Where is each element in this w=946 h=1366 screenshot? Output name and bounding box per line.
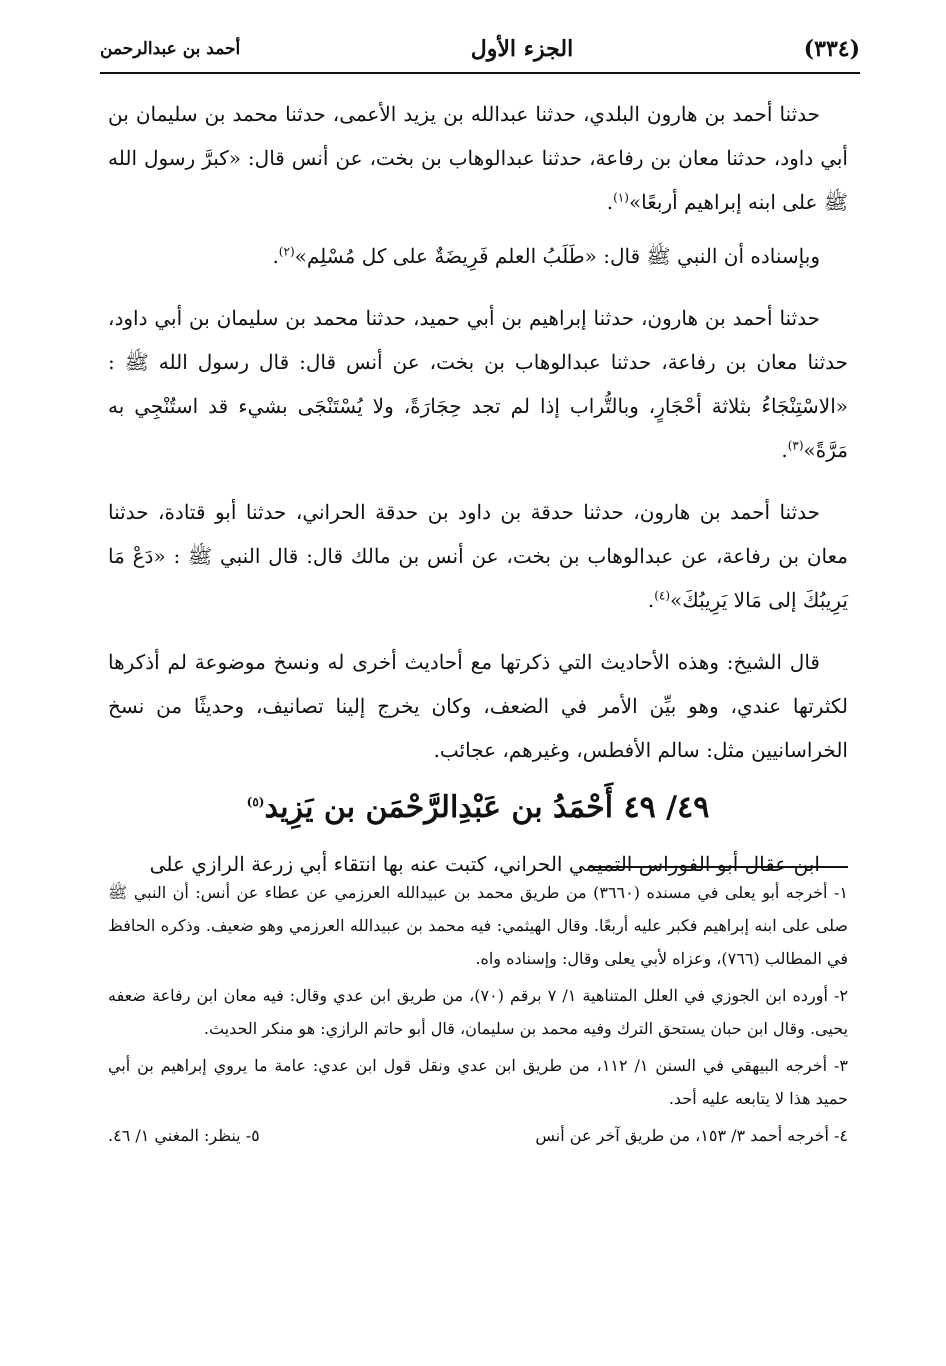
footnote-4: ٤- أخرجه أحمد ٣/ ١٥٣، من طريق آخر عن أنس (535, 1126, 848, 1145)
footnote-ref: (٢) (278, 244, 295, 259)
footnote-3: ٣- أخرجه البيهقي في السنن ١/ ١١٢، من طريق ابن عدي ونقل قول ابن عدي: عامة ما يروي إبراهيم بن أبي حميد هذا لا يتابعه عليه أحد. (108, 1056, 848, 1108)
entry-title: ٤٩/ ٤٩ أَحْمَدُ بن عَبْدِالرَّحْمَن بن يَزِيد$^{(٥)}$ (246, 790, 710, 825)
page-number: (٣٣٤) (803, 36, 860, 62)
footnote-5: ٥- ينظر: المغني ١/ ٤٦. (108, 1126, 260, 1145)
footnote-ref: (٥) (246, 795, 265, 809)
paragraph: حدثنا أحمد بن هارون البلدي، حدثنا عبدالله بن يزيد الأعمى، حدثنا محمد بن سليمان بن أبي داود، حدثنا معان بن رفاعة، حدثنا عبدالوهاب بن بخت، عن أنس قال: «كبرَّ رسول الله ﷺ على ابنه إبراهيم أربعًا»$^{(١)}$. (108, 102, 848, 214)
main-text (108, 92, 848, 904)
footnote-row (108, 1119, 848, 1152)
paragraph: وبإسناده أن النبي ﷺ قال: «طَلَبُ العلم فَرِيضَةٌ على كل مُسْلِم»$^{(٢)}$. (272, 244, 820, 268)
footnote-ref: (٤) (654, 588, 671, 603)
paragraph: حدثنا أحمد بن هارون، حدثنا إبراهيم بن أبي حميد، حدثنا محمد بن سليمان بن أبي داود، حدثنا معان بن رفاعة، حدثنا عبدالوهاب بن بخت، عن أنس قال: قال رسول الله ﷺ : «الاسْتِنْجَاءُ بثلاثة أحْجَارٍ، وبالتُّراب إذا لم تجد حِجَارَةً، ولا يُسْتَنْجَى بشيء قد استُنْجِي به مَرَّةً»$^{(٣)}$. (108, 306, 848, 462)
header-rule (100, 72, 860, 74)
footnote-ref: (٣) (787, 438, 804, 453)
volume-title: الجزء الأول (470, 36, 574, 62)
paragraph: قال الشيخ: وهذه الأحاديث التي ذكرتها مع أحاديث أخرى له ونسخ موضوعة لم أذكرها لكثرتها عندي، وهو بيِّن الأمر في الضعف، وكان يخرج إلينا تصانيف، وحديثًا من نسخ الخراسانيين مثل: سالم الأفطس، وغيرهم، عجائب. (108, 650, 848, 762)
paragraph: ابن عقال أبو الفوراس التميمي الحراني، كتبت عنه بها انتقاء أبي زرعة الرازي على (149, 852, 820, 876)
footnote-1: ١- أخرجه أبو يعلى في مسنده (٣٦٦٠) من طريق محمد بن عبيدالله العرزمي عن عطاء عن أنس: أن النبي ﷺ صلى على ابنه إبراهيم فكبر عليه أربعًا. وقال الهيثمي: فيه محمد بن عبيدالله العرزمي وهو ضعيف. وذكره الحافظ في المطالب (٧٦٦)، وعزاه لأبي يعلى وقال: وإسناده واه. (108, 883, 849, 968)
paragraph: حدثنا أحمد بن هارون، حدثنا حدقة بن داود بن حدقة الحراني، حدثنا أبو قتادة، حدثنا معان بن رفاعة، عن عبدالوهاب بن بخت، عن أنس بن مالك قال: قال النبي ﷺ : «دَعْ مَا يَرِيبُكَ إلى مَالا يَرِيبُكَ»$^{(٤)}$. (108, 500, 848, 612)
footnote-separator (590, 866, 848, 868)
footnote-2: ٢- أورده ابن الجوزي في العلل المتناهية ١/ ٧ برقم (٧٠)، من طريق ابن عدي وقال: فيه معان ابن رفاعة ضعفه يحيى. وقال ابن حبان يستحق الترك وفيه محمد بن سليمان، قال أبو حاتم الرازي: هو منكر الحديث. (108, 986, 848, 1038)
footnote-ref: (١) (613, 190, 629, 205)
running-title: أحمد بن عبدالرحمن (100, 39, 241, 59)
page-header (100, 28, 860, 70)
footnotes (108, 876, 848, 1156)
